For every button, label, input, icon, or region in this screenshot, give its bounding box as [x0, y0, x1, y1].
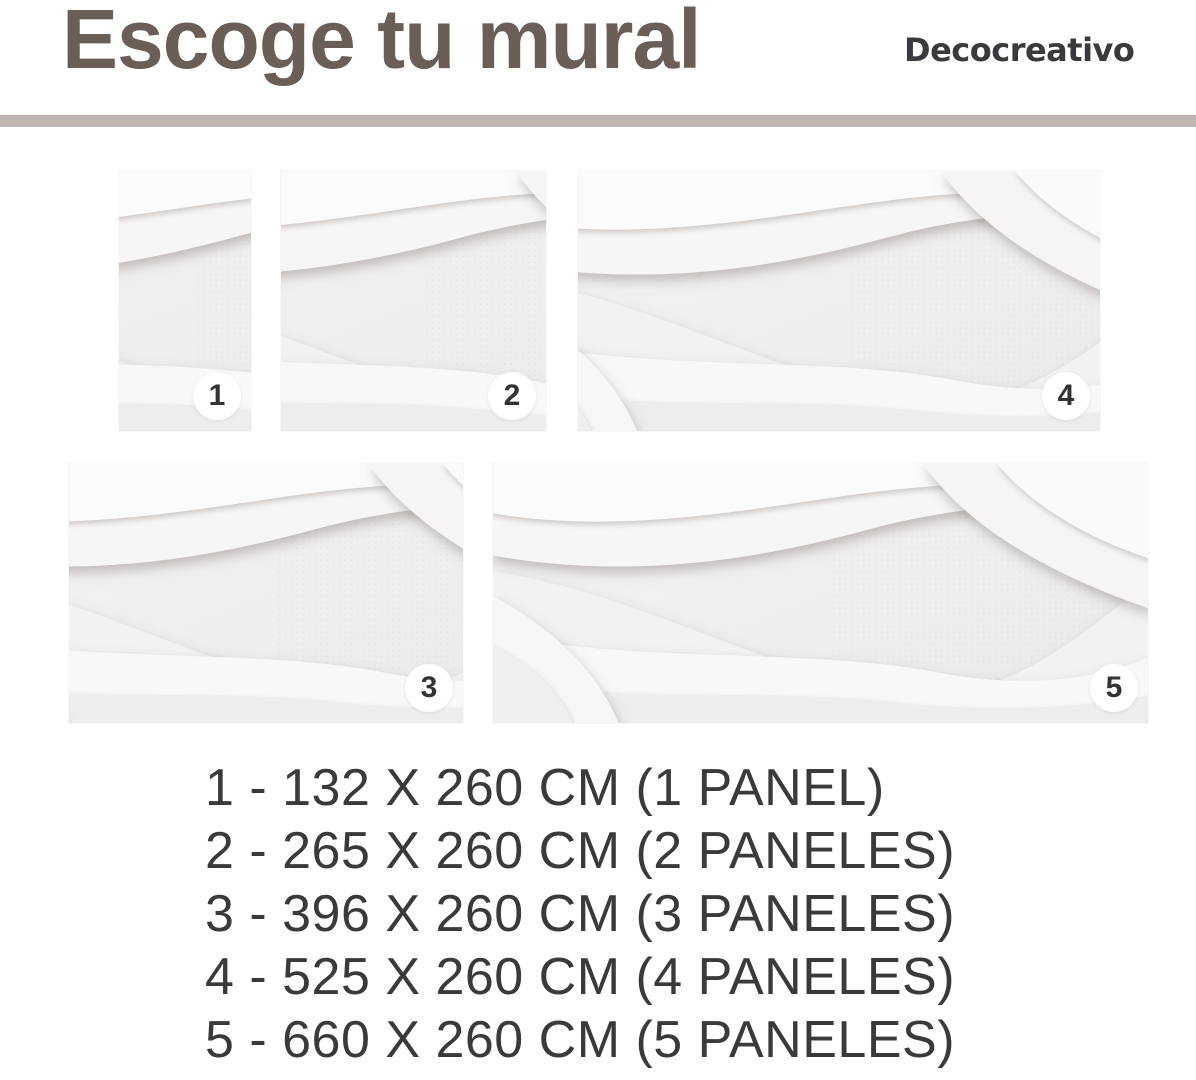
- brand-logo: Decocreativo: [904, 31, 1135, 69]
- mural-number-badge-3: 3: [405, 664, 453, 712]
- size-option-5: 5 - 660 X 260 CM (5 PANELES): [205, 1011, 956, 1069]
- mural-number-badge-2: 2: [488, 372, 536, 420]
- mural-option-1[interactable]: [119, 171, 251, 431]
- wave-pattern: [69, 463, 463, 723]
- wave-pattern: [493, 463, 1148, 723]
- mural-option-4[interactable]: [578, 171, 1100, 431]
- size-list: [205, 757, 955, 1072]
- size-option-3: 3 - 396 X 260 CM (3 PANELES): [205, 885, 956, 943]
- divider: [0, 115, 1196, 127]
- mural-number-badge-4: 4: [1042, 372, 1090, 420]
- mural-number-badge-5: 5: [1090, 664, 1138, 712]
- page-title: Escoge tu mural: [62, 0, 701, 86]
- mural-number-badge-1: 1: [193, 372, 241, 420]
- mural-option-3[interactable]: [69, 463, 463, 723]
- wave-pattern: [578, 171, 1100, 431]
- mural-option-5[interactable]: [493, 463, 1148, 723]
- mural-option-2[interactable]: [281, 171, 546, 431]
- size-option-1: 1 - 132 X 260 CM (1 PANEL): [205, 759, 885, 817]
- size-option-2: 2 - 265 X 260 CM (2 PANELES): [205, 822, 956, 880]
- size-option-4: 4 - 525 X 260 CM (4 PANELES): [205, 948, 956, 1006]
